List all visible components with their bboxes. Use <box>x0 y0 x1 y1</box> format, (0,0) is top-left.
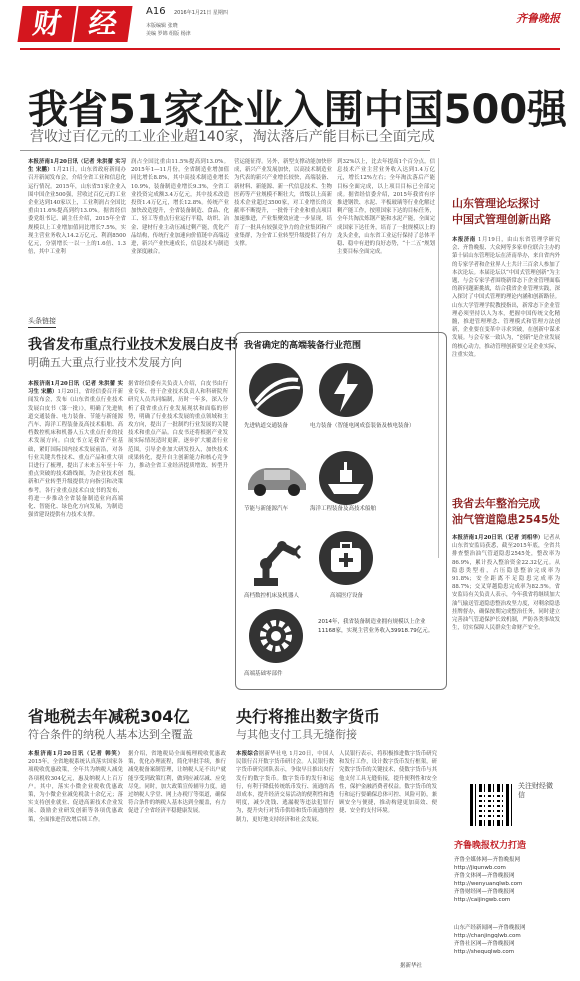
issue-date: 2016年1月21日 星期四 <box>174 10 228 16</box>
page-number: A16 <box>146 6 166 17</box>
sidebar2-text <box>452 534 560 772</box>
sidebar2-body: 记者从山东省安监局获悉，截至2015年底，全省共排查整治油气管道隐患2545处，整改率为86.9%，累计投入整治资金22.32亿元。从隐患类型看，占压隐患整治完成率为91.8%；安全距离不足隐患完成率为88.7%；交叉穿越隐患完成率为82.5%。省安监局有关负责人表示，今年我省将继续加大油气输送管道隐患整治攻坚力度，对剩余隐患挂牌督办，确保按期完成整治任务，同时建立完善油气管道保护长效机制，严防各类事故发生，切实保障人民群众生命财产安全。 <box>452 535 560 632</box>
article4-text: 据新华社电 1月20日，中国人民银行召开数字货币研讨会。人民银行数字货币研究团队表示，争取早日推出央行发行的数字货币。数字货币的发行和运行，有利于降低传统纸币发行、流通的高昂成本，提升经济交易活动的便利性和透明度，减少洗钱、逃漏税等违法犯罪行为，提升央行对货币供给和货币流通的控制力，更好地支持经济和社会发展。 <box>236 751 334 823</box>
promo-footer-line: 山东产经新闻网—齐鲁晚报网 <box>454 925 526 931</box>
sidebar2-headline-line: 油气管道隐患2545处 <box>452 513 560 526</box>
lead-text: 1月21日，山东省政府新闻办召开新闻发布会，介绍全省工业和信息化运行情况。2015年，山东省51家企业入围中国企业500强，营收过百亿元的工业企业达到140家以上，工业利润占全国比重由11.6%提高到约13.0%。据省经信委党组书记、副主任介绍，2015年全省规模以上工业增加值同比增长7.5%，实现主营业务收入14.2万亿元、利润8500亿元，分别增长一以一上的1.6倍、1.3倍，其中工业利 <box>28 167 126 256</box>
promo-link-name: 齐鲁文体网—齐鲁晚报网 <box>454 873 515 879</box>
article3-column-2: 据介绍，省地税局全面梳理税收优惠政策，优化办理流程，简化审批手续，推行减免税备案制管理，让纳税人足不出户就能享受到政策红利，做到应减尽减、应免尽免。同时，加大政策宣传辅导力度，通过纳税人学堂、网上办税厅等渠道，确保符合条件的纳税人基本达到全覆盖，有力促进了全省经济平稳健康发展。 <box>128 751 226 815</box>
promo-link-url[interactable]: http://jiqunwb.com <box>454 865 506 871</box>
promo-link-name: 齐鲁全媒体网—齐鲁晚报网 <box>454 857 521 863</box>
logo-char-2: 经 <box>73 6 132 42</box>
promo-title: 齐鲁晚报权力打造 <box>454 841 527 851</box>
promo-link-url[interactable]: http://caijingwb.com <box>454 897 511 903</box>
article3-subheadline: 符合条件的纳税人基本达到全覆盖 <box>28 728 193 741</box>
article4-editor: 据新华社 <box>400 963 423 969</box>
editor-credits <box>146 22 266 38</box>
gear-icon <box>248 608 304 664</box>
panel-item-label: 先进轨道交通装备 <box>244 423 289 429</box>
sidebar1-headline <box>452 196 551 228</box>
header-rule <box>20 48 560 50</box>
sidebar2-byline: 本报济南1月20日讯（记者 刘相华） <box>452 535 544 541</box>
lead-column-2: 润占全国比重由11.5%提高到13.0%。2015年1—11月份，全省制造业增加值同比增长8.8%，其中高技术制造业增长10.9%，装备制造业增长9.3%，全省工业投资完成额3.4万亿元，其中技术改造投资1.4万亿元，增长12.8%。传统产业加快改造提升，全省装备制造、食品、化工、轻工等重点行业运行平稳，纺织、冶金、建材行业主动压减过剩产能，优化产品结构，传统行业加速向价值链中高端迈进，新兴产业快速成长，信息技术与制造业深度融合。 <box>131 159 229 256</box>
lightning-icon <box>318 362 374 418</box>
promo-footer <box>454 924 560 956</box>
sidebar1-headline-line: 中国式管理创新出路 <box>452 213 551 226</box>
panel-stat: 2014年，我省装备制造业拥有规模以上企业11168家，实现主营业务收入39918.79亿元。 <box>318 619 434 634</box>
sidebar1-byline: 本报济南 <box>452 237 476 243</box>
article2-headline: 我省发布重点行业技术发展白皮书 <box>28 337 238 353</box>
sidebar2-headline <box>452 496 560 528</box>
panel-item-label: 高档数控机床及机器人 <box>244 593 300 599</box>
ship-icon <box>318 450 374 506</box>
article2-column-1 <box>28 380 123 630</box>
promo-link-url[interactable]: http://wenyuanqlwb.com <box>454 881 523 887</box>
article4-headline: 央行将推出数字货币 <box>236 707 381 726</box>
logo-char-1: 财 <box>17 6 76 42</box>
qr-code[interactable] <box>470 784 512 826</box>
article3-text: 2015年，全省地税系统认真落实国家各项税收优惠政策，全年共为纳税人减免各项税收304亿元，惠及纳税人上百万户。其中，落实小微企业税收优惠政策，为小微企业减免税款十余亿元；落实支持创业就业、促进高新技术企业发展、鼓励企业研发创新等各项优惠政策，全面推进营改增后续工作。 <box>28 759 123 823</box>
lead-subheadline: 营收过百亿元的工业企业超140家，淘汰落后产能目标已全面完成 <box>30 129 435 145</box>
panel-title: 我省确定的高端装备行业范围 <box>244 341 362 351</box>
article2-subheadline: 明确五大重点行业技术发展方向 <box>28 356 182 369</box>
section-label: 头条链接 <box>28 316 56 328</box>
lead-headline: 我省51家企业入围中国500强 <box>28 87 568 133</box>
article3-byline: 本报济南1月20日讯（记者 韩笑） <box>28 751 123 757</box>
editor-line: 美编 罗锦 组版 杨津 <box>146 31 191 37</box>
qr-caption: 关注财经微信 <box>518 782 553 799</box>
robot-arm-icon <box>248 528 304 588</box>
lead-column-1 <box>28 158 126 304</box>
lead-byline: 本报济南1月20日讯（记者 朱洪蕾 实习生 宋鹏） <box>28 159 126 174</box>
promo-links <box>454 856 560 904</box>
sidebar1-body: 1月19日，由山东省管理学研究会、齐鲁晚报、大众网等多家单位联合主办的第十届山东管理论坛在济南举办，来自省内外的专家学者和企业界人士共计三百余人参加了本次论坛。本届论坛以“中国式管理创新”为主题，与会专家学者围绕新常态下企业管理面临的新问题新挑战，结合我省企业管理实践，深入探讨了中国式管理的理论内涵和创新路径。山东大学管理学院教授指出，新常态下企业管理必须坚持以人为本，把握中国传统文化精髓，推进管理理念、管理模式和管理方法创新，企业要在变革中寻求突破，在创新中谋求发展。与会专家一致认为，“创新”是企业发展的核心动力，推动管理创新要立足企业实际，注重实效。 <box>452 237 560 358</box>
masthead-brand: 齐鲁晚报 <box>516 12 560 25</box>
lead-column-4: 到32%以上，比去年提高1个百分点，信息技术产业主营业务收入达到1.4万亿元，增长12%左右；全年淘汰落后产能目标全面完成，以上项目目标已全部完成。据省经信委介绍，2015年我省有序推进钢铁、水泥、平板玻璃等行业化解过剩产能工作，按照国家下达的目标任务，全年共淘汰炼钢产能和水泥产能，全面完成国家下达任务，培育了一批规模以上的龙头企业，山东省工业运行保持了总体平稳、稳中有进的良好态势，“十二五”规划主要目标全面完成。 <box>337 159 435 256</box>
editor-line: 本版编辑 张晓 <box>146 23 178 29</box>
rail-transit-icon <box>248 362 304 418</box>
promo-footer-url[interactable]: http://chanjingqlwb.com <box>454 933 521 939</box>
article4-column-1 <box>236 750 334 970</box>
sidebar2-headline-line: 我省去年整治完成 <box>452 497 540 510</box>
panel-item-label: 电力装备（智能电网成套装备及核电装备） <box>310 423 415 429</box>
promo-link-name: 齐鲁财经网—齐鲁晚报网 <box>454 889 515 895</box>
article3-column-1 <box>28 750 123 970</box>
panel-item-label: 海洋工程装备及高技术船舶 <box>310 506 377 512</box>
medical-kit-icon <box>318 530 374 586</box>
article4-byline: 本报综合 <box>236 751 259 757</box>
article2-column-2: 据省经信委有关负责人介绍，白皮书由行业专家、骨干企业技术负责人和科研院所研究人员共同编制，历时一年多，深入分析了我省重点行业发展现状和面临的形势，明确了行业技术发展的重点领域和主攻方向，提出了一批制约行业发展的关键技术和重点产品。白皮书还将根据产业发展实际情况适时更新，逐步扩大覆盖行业范围，引导企业加大研发投入，加快技术成果转化，提升自主创新能力和核心竞争力，推动全省工业经济提质增效、转型升级。 <box>128 381 228 478</box>
article4-subheadline: 与其他支付工具无缝衔接 <box>236 728 357 741</box>
lead-rule <box>20 150 430 151</box>
panel-item-label: 高端基础零部件 <box>244 671 283 677</box>
article2-text: 1月20日，省经信委召开新闻发布会，发布《山东省重点行业技术发展白皮书（第一批）》，明确了先进轨道交通装备、电力装备、节能与新能源汽车、海洋工程装备及高技术船舶、高档数控机床和机器人五大重点行业的技术发展方向。白皮书立足我省产业基础，紧盯国际国内技术发展前沿，对各行业关键共性技术、重点产品和重大项目进行了梳理，提出了未来五年至十年重点突破的技术路线图，为企业技术创新和产业转型升级提供方向指引和决策参考。各行业重点技术白皮书的发布，将进一步推动全省装备制造业向高端化、智能化、绿色化方向发展，为制造强省建设提供有力技术支撑。 <box>28 389 123 519</box>
sidebar1-text <box>452 236 560 486</box>
panel-item-label: 节能与新能源汽车 <box>244 506 289 512</box>
promo-footer-url[interactable]: http://shequqlwb.com <box>454 949 515 955</box>
sidebar1-headline-line: 山东管理论坛探讨 <box>452 197 540 210</box>
panel-item-label: 高端医疗设备 <box>330 593 364 599</box>
section-logo <box>20 6 132 44</box>
article2-byline: 本报济南1月20日讯（记者 朱洪蕾 实习生 宋鹏） <box>28 381 123 396</box>
spacer <box>235 696 445 697</box>
promo-footer-line: 齐鲁社区网—齐鲁晚报网 <box>454 941 515 947</box>
article4-column-2: 人民银行表示，将积极推进数字货币研究和发行工作，设计数字货币发行框架，研究数字货币的关键技术，使数字货币与其他支付工具无缝衔接，提升便利性和安全性，保护金融消费者权益。数字货币的发行和运行要确保总体可控、风险可防，兼顾安全与便捷，推动构建更加高效、便捷、安全的支付环境。 <box>339 751 437 815</box>
lead-column-3: 营运能征得。另外，新型支撑动能加快形成，新兴产业发展加快，以高技术制造业为代表的新兴产业增长较快，高端装备、新材料、新能源、新一代信息技术、生物医药等产业规模不断壮大，省级以上高新技术企业超过3500家，对工业增长的贡献率不断提升，一批骨干企业和重点项目加速推进，产业集聚效应进一步显现，培育了一批具有较强竞争力的企业集团和产业集群，为全省工业转型升级提供了有力支撑。 <box>234 159 332 248</box>
car-icon <box>244 452 310 500</box>
article3-headline: 省地税去年减税304亿 <box>28 707 190 726</box>
